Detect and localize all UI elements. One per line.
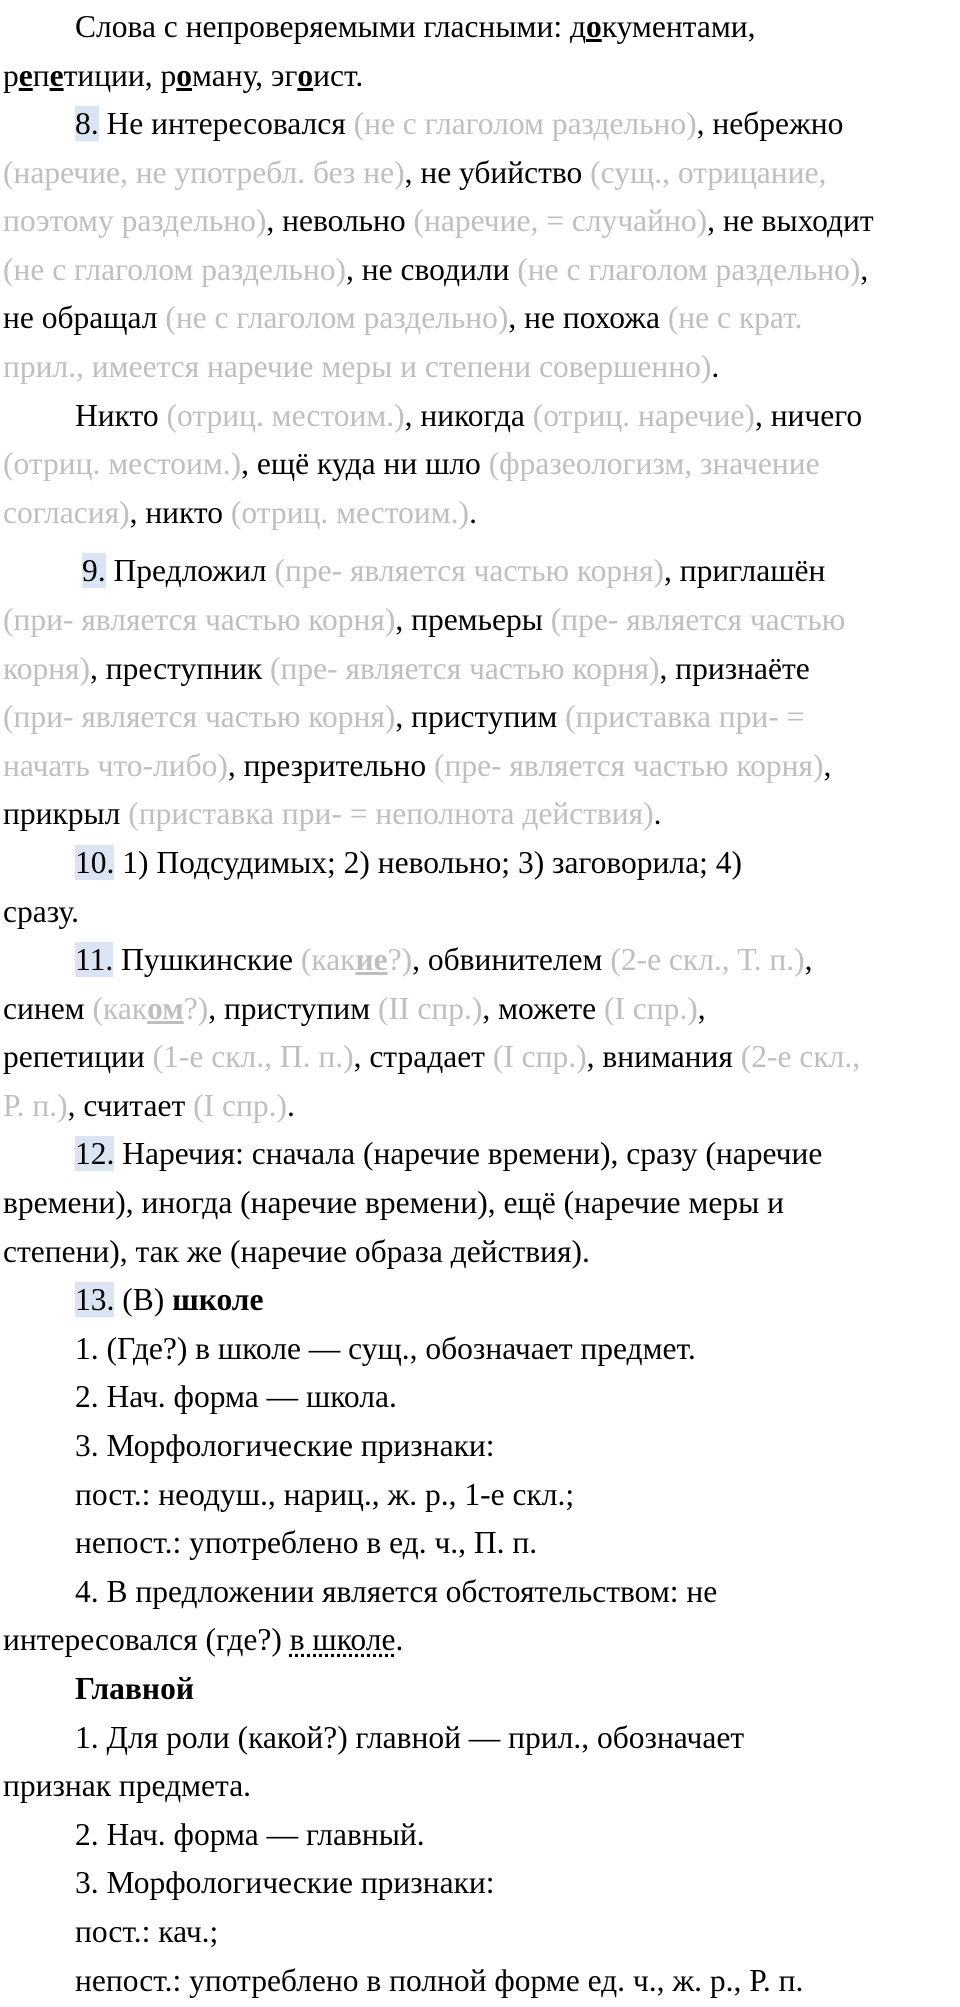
text-line: (наречие, не употребл. без не), не убийство (сущ., отрицание, bbox=[3, 155, 827, 190]
text-line: репетиции (1-е скл., П. п.), страдает (I спр.), внимания (2-е скл., bbox=[3, 1039, 861, 1074]
text-line: 8. Не интересовался (не с глаголом раздельно), небрежно bbox=[75, 106, 844, 141]
text-line: степени), так же (наречие образа действия). bbox=[3, 1234, 590, 1269]
text-line: пост.: кач.; bbox=[75, 1914, 219, 1949]
text-line: согласия), никто (отриц. местоим.). bbox=[3, 495, 477, 530]
text-line: (при- является частью корня), премьеры (пре- является частью bbox=[3, 602, 846, 637]
text-line: синем (каком?), приступим (II спр.), можете (I спр.), bbox=[3, 991, 706, 1026]
text-line: 2. Нач. форма — главный. bbox=[75, 1817, 425, 1852]
text-line: (при- является частью корня), приступим (приставка при- = bbox=[3, 699, 805, 734]
text-line: непост.: употреблено в ед. ч., П. п. bbox=[75, 1525, 538, 1560]
text-line: 12. Наречия: сначала (наречие времени), сразу (наречие bbox=[75, 1136, 823, 1171]
text-line: прикрыл (приставка при- = неполнота действия). bbox=[3, 796, 662, 831]
text-line: 11. Пушкинские (какие?), обвинителем (2-е скл., Т. п.), bbox=[75, 942, 813, 977]
text-line: пост.: неодуш., нариц., ж. р., 1-е скл.; bbox=[75, 1477, 575, 1512]
text-line: интересовался (где?) в школе. bbox=[3, 1622, 404, 1657]
text-line: 1. (Где?) в школе — сущ., обозначает предмет. bbox=[75, 1331, 696, 1366]
text-line: 2. Нач. форма — школа. bbox=[75, 1379, 397, 1414]
text-line: 4. В предложении является обстоятельством: не bbox=[75, 1574, 718, 1609]
text-line: Р. п.), считает (I спр.). bbox=[3, 1088, 295, 1123]
text-line: 9. Предложил (пре- является частью корня), приглашён bbox=[82, 553, 826, 588]
text-line: 10. 1) Подсудимых; 2) невольно; 3) заговорила; 4) bbox=[75, 845, 742, 880]
text-line: признак предмета. bbox=[3, 1768, 252, 1803]
item-number: 9. bbox=[82, 553, 106, 588]
text-line: сразу. bbox=[3, 894, 79, 929]
text-line: (не с глаголом раздельно), не сводили (не с глаголом раздельно), bbox=[3, 252, 869, 287]
item-number: 10. bbox=[75, 845, 115, 880]
item-number: 13. bbox=[75, 1282, 115, 1317]
text-line: Слова с непроверяемыми гласными: документами, bbox=[75, 9, 756, 44]
text-line: времени), иногда (наречие времени), ещё (наречие меры и bbox=[3, 1185, 784, 1220]
item-number: 8. bbox=[75, 106, 99, 141]
text-line: (отриц. местоим.), ещё куда ни шло (фразеологизм, значение bbox=[3, 446, 820, 481]
text-line: корня), преступник (пре- является частью корня), признаёте bbox=[3, 651, 810, 686]
text-line: начать что-либо), презрительно (пре- является частью корня), bbox=[3, 748, 832, 783]
text-line: репетиции, роману, эгоист. bbox=[3, 58, 364, 93]
text-line: Главной bbox=[75, 1671, 194, 1706]
text-line: не обращал (не с глаголом раздельно), не похожа (не с крат. bbox=[3, 300, 803, 335]
item-number: 11. bbox=[75, 942, 114, 977]
text-line: 3. Морфологические признаки: bbox=[75, 1865, 495, 1900]
text-line: поэтому раздельно), невольно (наречие, = случайно), не выходит bbox=[3, 203, 874, 238]
text-line: 3. Морфологические признаки: bbox=[75, 1428, 495, 1463]
text-line: 1. Для роли (какой?) главной — прил., обозначает bbox=[75, 1720, 745, 1755]
text-line: 13. (В) школе bbox=[75, 1282, 264, 1317]
item-number: 12. bbox=[75, 1136, 115, 1171]
text-line: прил., имеется наречие меры и степени совершенно). bbox=[3, 349, 720, 384]
text-line: непост.: употреблено в полной форме ед. ч., ж. р., Р. п. bbox=[75, 1963, 804, 1998]
text-line: Никто (отриц. местоим.), никогда (отриц. наречие), ничего bbox=[75, 398, 863, 433]
